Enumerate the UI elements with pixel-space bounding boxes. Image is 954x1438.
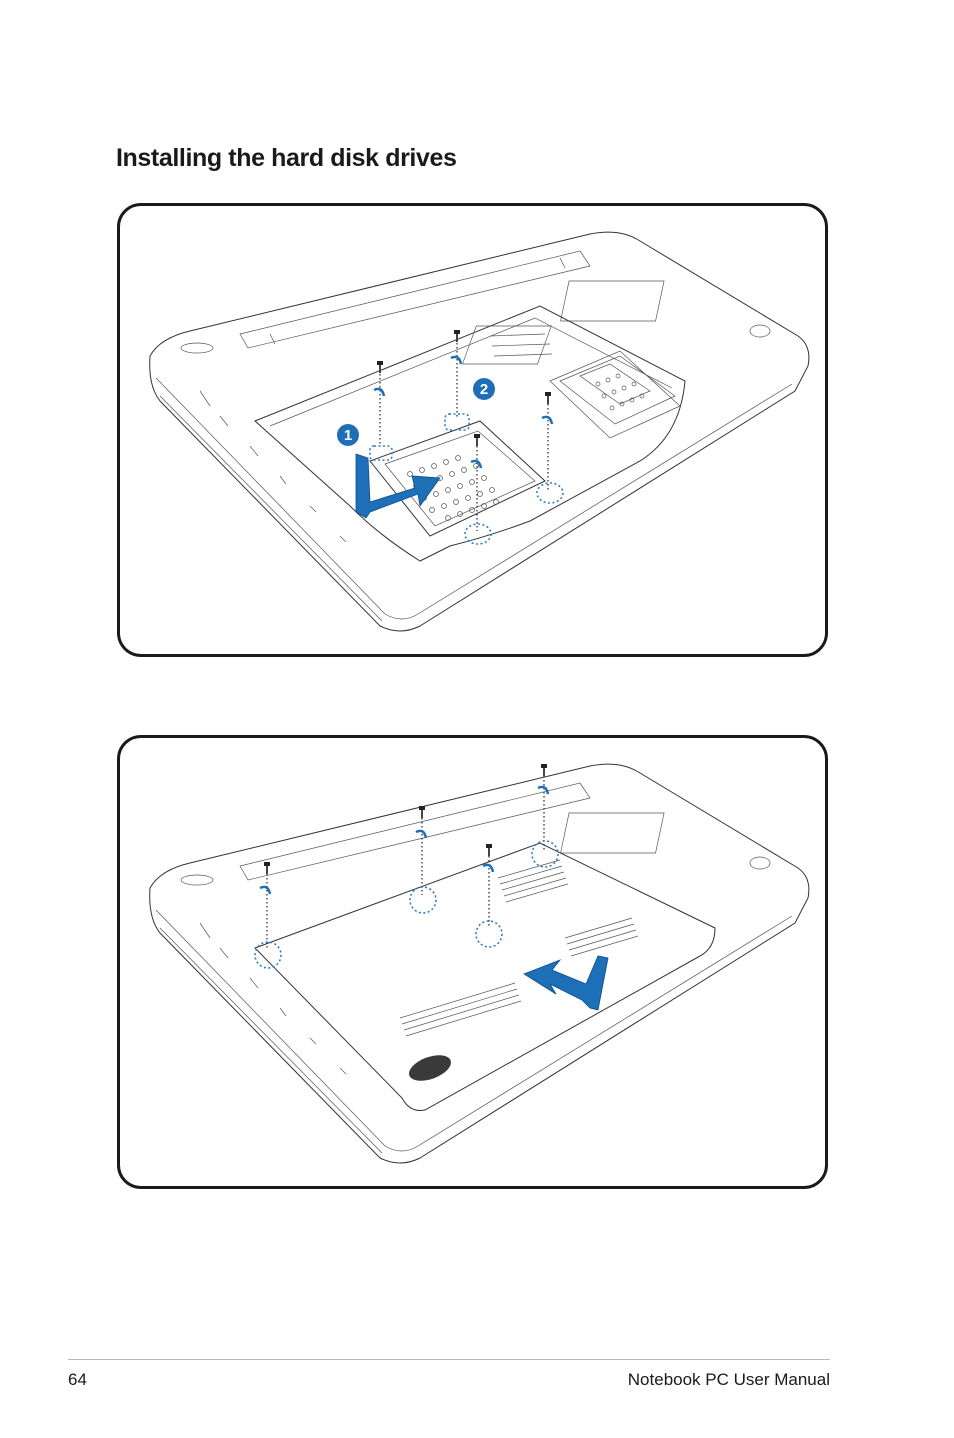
rotate-arrow-icon <box>542 417 552 424</box>
screw-icon <box>537 392 563 503</box>
figure-cover-replacement <box>117 735 828 1189</box>
step-badge-2 <box>473 378 495 400</box>
screw-icon <box>445 330 469 430</box>
hard-disk-drive <box>370 421 545 536</box>
rotate-arrow-icon <box>451 357 461 364</box>
slide-arrow-icon <box>356 454 440 518</box>
screw-icon <box>476 844 502 947</box>
laptop-chassis <box>150 764 809 1163</box>
rotate-arrow-icon <box>483 865 493 872</box>
figure-hdd-installation <box>117 203 828 657</box>
page-number: 64 <box>68 1370 87 1389</box>
second-drive-bay <box>550 351 680 438</box>
rotate-arrow-icon <box>471 461 481 468</box>
step-badge-1 <box>337 424 359 446</box>
laptop-chassis <box>150 232 809 631</box>
rotate-arrow-icon <box>416 831 426 838</box>
slide-arrow-icon <box>524 956 608 1010</box>
compartment-cover <box>255 843 715 1111</box>
footer-divider <box>68 1359 830 1360</box>
cover-replacement-illustration <box>120 738 825 1186</box>
rotate-arrow-icon <box>374 389 384 396</box>
hdd-installation-illustration <box>120 206 825 654</box>
screw-icon <box>410 806 436 913</box>
cover-vents <box>400 860 638 1036</box>
svg-text:1: 1 <box>343 427 353 444</box>
page-title: Installing the hard disk drives <box>116 144 457 172</box>
screw-icon <box>465 434 491 544</box>
svg-text:2: 2 <box>479 381 489 398</box>
rotate-arrow-icon <box>260 887 270 894</box>
screw-icon <box>370 361 392 460</box>
manual-title: Notebook PC User Manual <box>627 1370 830 1389</box>
